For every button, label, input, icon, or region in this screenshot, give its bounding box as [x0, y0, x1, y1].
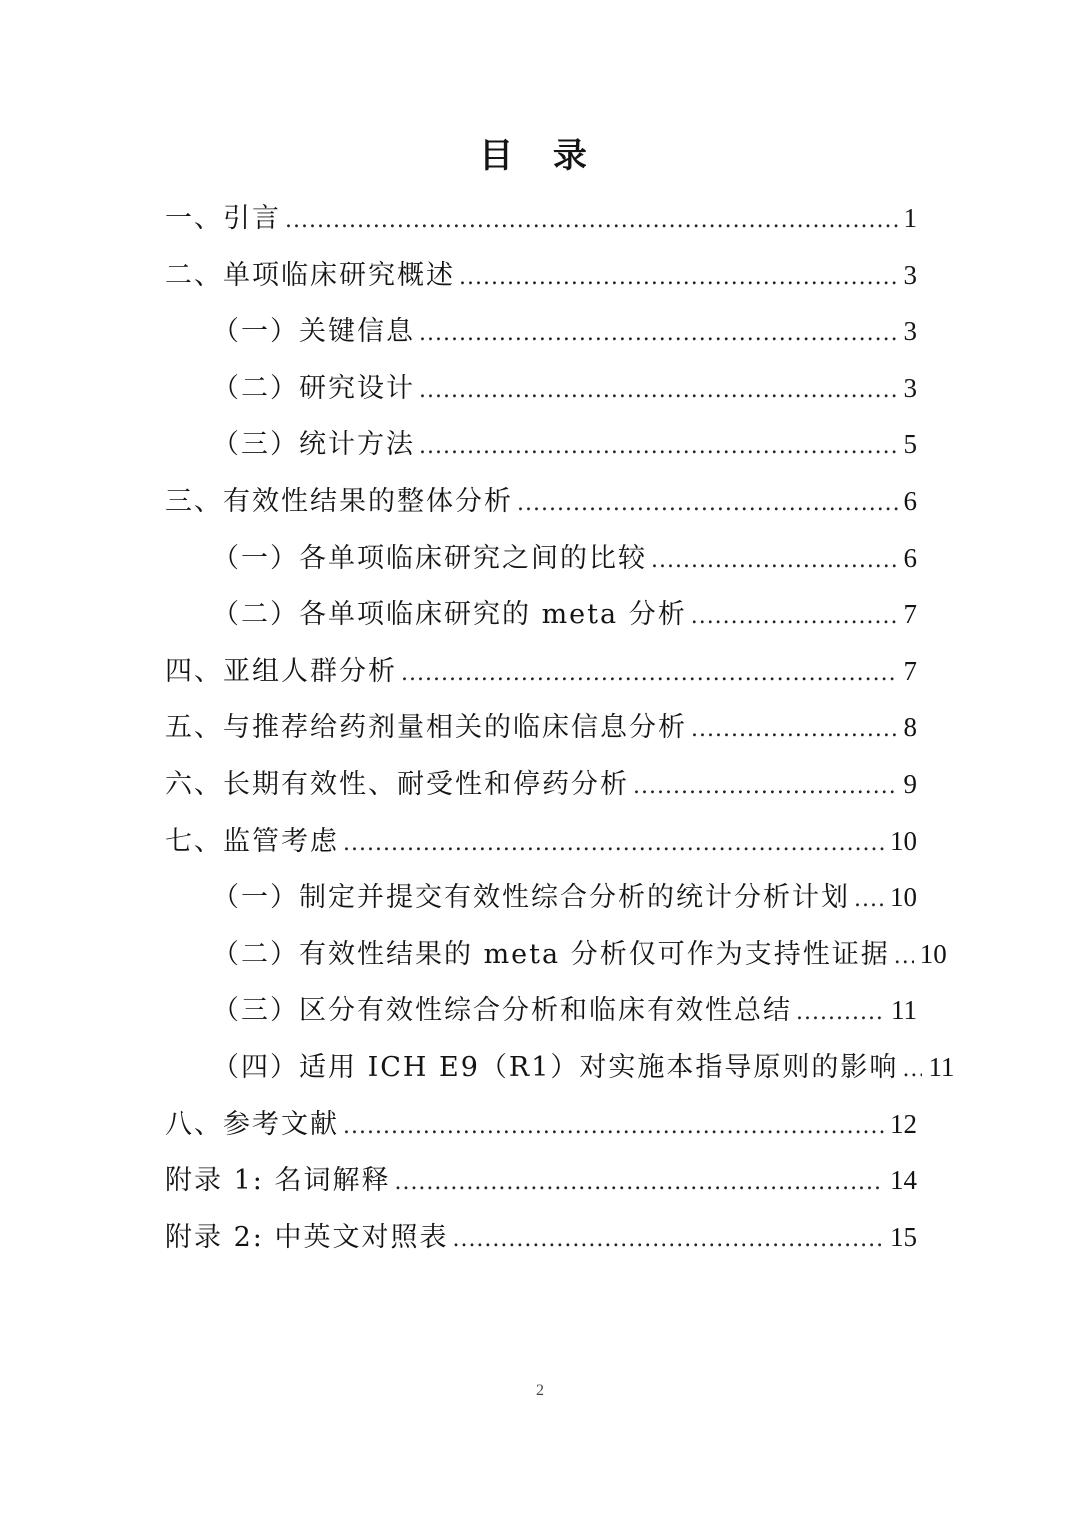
- toc-entry-label: 三、有效性结果的整体分析: [165, 485, 513, 517]
- toc-entry-references[interactable]: [165, 1096, 917, 1153]
- dot-leader: [459, 250, 898, 307]
- toc-page-number: 5: [903, 429, 917, 460]
- toc-entry-long-term-efficacy[interactable]: [165, 756, 917, 813]
- toc-page-number: 11: [928, 1051, 955, 1082]
- toc-entry-appendix-2[interactable]: [165, 1209, 917, 1266]
- toc-entry-ich-e9[interactable]: [165, 1039, 955, 1096]
- dot-leader: [401, 646, 898, 703]
- dot-leader: [691, 702, 898, 759]
- dot-leader: [651, 533, 898, 590]
- dot-leader: [796, 985, 885, 1042]
- toc-entry-overall-efficacy-analysis[interactable]: [165, 473, 917, 530]
- dot-leader: [343, 1099, 884, 1156]
- toc-page-number: 6: [903, 542, 917, 573]
- toc-entry-label: 七、监管考虑: [165, 825, 339, 857]
- toc-entry-label: （一）各单项临床研究之间的比较: [212, 542, 647, 574]
- toc-page-number: 9: [903, 768, 917, 799]
- dot-leader: [691, 589, 898, 646]
- toc-entry-label: （二）各单项临床研究的 meta 分析: [212, 599, 687, 631]
- toc-entry-label: 四、亚组人群分析: [165, 655, 397, 687]
- toc-page-number: 3: [903, 259, 917, 290]
- dot-leader: [517, 476, 898, 533]
- table-of-contents: [165, 190, 955, 1265]
- toc-entry-label: （三）区分有效性综合分析和临床有效性总结: [212, 995, 792, 1027]
- toc-entry-study-design[interactable]: [165, 360, 917, 417]
- toc-page-number: 1: [903, 203, 917, 233]
- dot-leader: [419, 363, 898, 420]
- toc-page-number: 12: [890, 1108, 917, 1139]
- dot-leader: [894, 929, 914, 986]
- toc-entry-label: 附录 2: 中英文对照表: [165, 1221, 449, 1253]
- toc-entry-label: 六、长期有效性、耐受性和停药分析: [165, 768, 629, 800]
- toc-page-number: 10: [919, 938, 947, 969]
- toc-entry-distinguish-summary[interactable]: [165, 982, 917, 1039]
- toc-entry-key-information[interactable]: [165, 303, 917, 360]
- toc-page-number: 3: [903, 372, 917, 403]
- toc-entry-label: （一）关键信息: [212, 316, 415, 348]
- toc-entry-label: （二）研究设计: [212, 372, 415, 404]
- toc-page-number: 7: [903, 599, 917, 630]
- toc-entry-introduction[interactable]: [165, 190, 917, 247]
- toc-entry-label: 五、与推荐给药剂量相关的临床信息分析: [165, 712, 687, 744]
- toc-entry-statistical-analysis-plan[interactable]: [165, 869, 917, 926]
- toc-entry-label: （三）统计方法: [212, 429, 415, 461]
- toc-entry-supportive-evidence[interactable]: [165, 926, 947, 983]
- toc-page-number: 6: [903, 485, 917, 516]
- toc-entry-statistical-methods[interactable]: [165, 416, 917, 473]
- toc-entry-dose-analysis[interactable]: [165, 699, 917, 756]
- dot-leader: [452, 1212, 884, 1269]
- toc-entry-label: 一、引言: [165, 203, 281, 234]
- toc-entry-regulatory-considerations[interactable]: [165, 813, 917, 870]
- toc-page-number: 15: [890, 1221, 917, 1252]
- toc-page-number: 10: [890, 825, 917, 856]
- dot-leader: [633, 759, 898, 816]
- toc-page-number: 11: [891, 995, 917, 1026]
- dot-leader: [419, 419, 898, 476]
- toc-entry-label: 八、参考文献: [165, 1108, 339, 1140]
- dot-leader: [285, 193, 898, 250]
- toc-entry-label: （二）有效性结果的 meta 分析仅可作为支持性证据: [212, 938, 890, 970]
- dot-leader: [902, 1042, 922, 1099]
- toc-entry-meta-analysis[interactable]: [165, 586, 917, 643]
- toc-entry-label: 二、单项临床研究概述: [165, 259, 455, 291]
- toc-page-number: 14: [890, 1165, 917, 1196]
- toc-entry-study-comparison[interactable]: [165, 530, 917, 587]
- toc-page-number: 8: [903, 712, 917, 743]
- toc-page-number: 10: [890, 882, 917, 913]
- toc-page-number: 7: [903, 655, 917, 686]
- toc-entry-appendix-1[interactable]: [165, 1152, 917, 1209]
- toc-entry-single-study-overview[interactable]: [165, 247, 917, 304]
- toc-page-number: 3: [903, 316, 917, 347]
- dot-leader: [419, 306, 898, 363]
- page-title: 目 录: [479, 136, 601, 176]
- dot-leader: [854, 872, 884, 929]
- dot-leader: [394, 1155, 884, 1212]
- footer-page-number: 2: [536, 1382, 544, 1399]
- toc-entry-label: （四）适用 ICH E9（R1）对实施本指导原则的影响: [212, 1051, 899, 1083]
- toc-entry-label: 附录 1: 名词解释: [165, 1165, 391, 1197]
- toc-entry-subgroup-analysis[interactable]: [165, 643, 917, 700]
- toc-entry-label: （一）制定并提交有效性综合分析的统计分析计划: [212, 882, 850, 914]
- dot-leader: [343, 816, 884, 873]
